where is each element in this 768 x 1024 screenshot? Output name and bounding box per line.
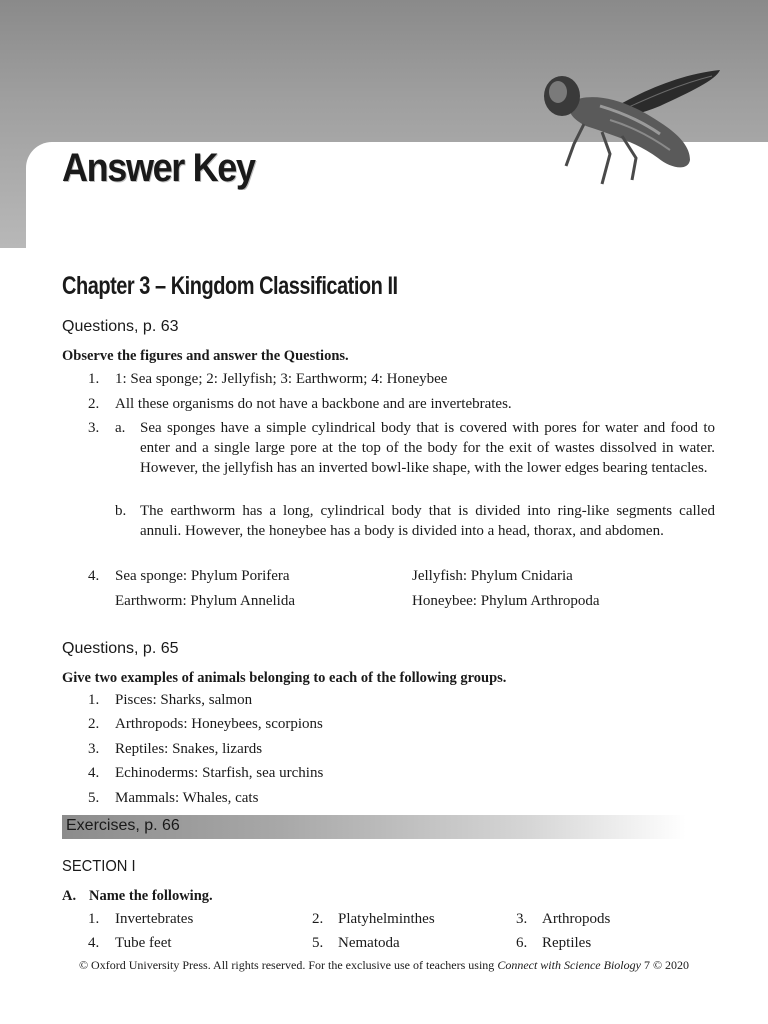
- list-number: 3.: [88, 741, 100, 757]
- list-item: Echinoderms: Starfish, sea urchins: [115, 765, 324, 781]
- answer-item: Arthropods: [542, 911, 611, 927]
- phylum-item: Sea sponge: Phylum Porifera: [115, 568, 290, 584]
- exercises-heading-bar: [62, 815, 686, 839]
- section-label: SECTION I: [62, 858, 136, 875]
- answer-item: Platyhelminthes: [338, 911, 435, 927]
- section-heading-q65: Questions, p. 65: [62, 640, 179, 657]
- answer-item: Tube feet: [115, 935, 172, 951]
- chapter-title: Chapter 3 – Kingdom Classification II: [62, 272, 398, 300]
- list-item: Pisces: Sharks, salmon: [115, 692, 253, 708]
- instruction-q63: Observe the figures and answer the Questions.: [62, 348, 349, 364]
- list-number: 4.: [88, 935, 100, 951]
- sub-item: Sea sponges have a simple cylindrical body that is covered with pores for water and food to enter and a single large pore at the top of the body for the exit of wastes dissolved in water. However, the jellyfish has an inverted bowl-like shape, with the lower edges bearing tentacles.: [140, 420, 715, 476]
- answer-item: Invertebrates: [115, 911, 194, 927]
- list-number: 5.: [88, 790, 100, 806]
- list-number: 2.: [312, 911, 324, 927]
- list-number: 6.: [516, 935, 528, 951]
- phylum-item: Earthworm: Phylum Annelida: [115, 593, 295, 609]
- list-number: 4.: [88, 765, 100, 781]
- list-number: 3.: [516, 911, 528, 927]
- page-title: Answer Key: [62, 146, 255, 190]
- footer-text-end: 7 © 2020: [640, 958, 690, 972]
- list-number: 1.: [88, 911, 100, 927]
- fly-illustration: [540, 62, 730, 192]
- list-item: Mammals: Whales, cats: [115, 790, 259, 806]
- list-number: 1.: [88, 692, 100, 708]
- sub-letter: b.: [115, 503, 127, 519]
- list-number: 3.: [88, 420, 100, 436]
- sub-item: The earthworm has a long, cylindrical body that is divided into ring-like segments called annuli. However, the honeybee has a body is divided into a head, thorax, and abdomen.: [140, 503, 715, 539]
- part-a-title: Name the following.: [89, 888, 213, 904]
- footer-book-title: Connect with Science Biology: [497, 958, 641, 972]
- list-number: 2.: [88, 396, 100, 412]
- answer-item: Nematoda: [338, 935, 400, 951]
- list-item: Arthropods: Honeybees, scorpions: [115, 716, 323, 732]
- sub-letter: a.: [115, 420, 126, 436]
- phylum-item: Honeybee: Phylum Arthropoda: [412, 593, 600, 609]
- phylum-item: Jellyfish: Phylum Cnidaria: [412, 568, 573, 584]
- section-heading-q63: Questions, p. 63: [62, 318, 179, 335]
- instruction-q65: Give two examples of animals belonging to each of the following groups.: [62, 670, 507, 686]
- list-item: 1: Sea sponge; 2: Jellyfish; 3: Earthworm; 4: Honeybee: [115, 371, 448, 387]
- exercises-heading: Exercises, p. 66: [66, 817, 180, 834]
- list-number: 5.: [312, 935, 324, 951]
- answer-item: Reptiles: [542, 935, 592, 951]
- list-number: 1.: [88, 371, 100, 387]
- part-a-label: A.: [62, 888, 77, 904]
- list-item: All these organisms do not have a backbone and are invertebrates.: [115, 396, 512, 412]
- list-number: 4.: [88, 568, 100, 584]
- footer-text: © Oxford University Press. All rights reserved. For the exclusive use of teachers using: [78, 958, 498, 972]
- list-item: Reptiles: Snakes, lizards: [115, 741, 263, 757]
- copyright-footer: [0, 958, 768, 973]
- list-number: 2.: [88, 716, 100, 732]
